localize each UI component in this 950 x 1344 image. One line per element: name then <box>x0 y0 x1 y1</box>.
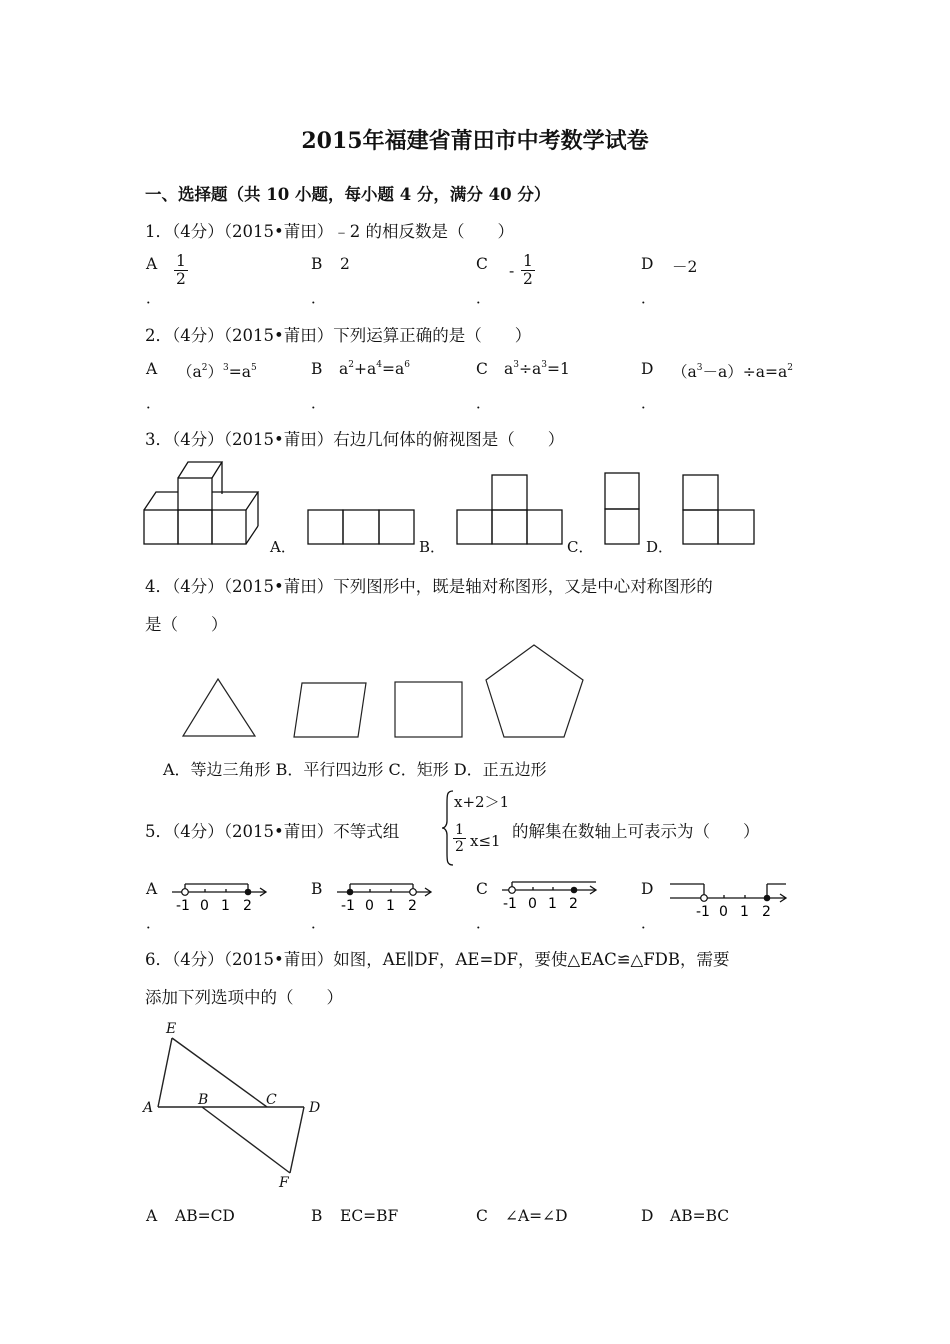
q6-point-e: E <box>166 1021 177 1037</box>
q4-parallelogram <box>292 680 370 740</box>
svg-text:2: 2 <box>569 896 578 912</box>
svg-text:2: 2 <box>408 898 417 914</box>
q6-option-a-label: A <box>146 1207 158 1225</box>
q1-dot-d: ． <box>641 289 657 307</box>
q2-option-c-label: C <box>476 360 488 378</box>
q5-option-b-number-line <box>335 874 435 914</box>
section-heading: 一、选择题（共 10 小题，每小题 4 分，满分 40 分） <box>145 185 551 204</box>
q2-dot-d: ． <box>641 394 657 412</box>
svg-text:0: 0 <box>200 898 209 914</box>
q4-regular-pentagon <box>482 642 588 742</box>
q4-stem-line1: 4．（4分）（2015•莆田）下列图形中，既是轴对称图形，又是中心对称图形的 <box>145 577 713 596</box>
q5-option-b-label: B <box>311 880 323 898</box>
q2-option-d-label: D <box>641 360 654 378</box>
q3-option-b-label: B． <box>419 538 446 556</box>
q3-option-c-figure <box>603 471 643 548</box>
page-title: 2015年福建省莆田市中考数学试卷 <box>301 128 649 154</box>
svg-text:-1: -1 <box>341 898 355 914</box>
q2-option-b-label: B <box>311 360 323 378</box>
q5-stem-post: 的解集在数轴上可表示为（ ） <box>512 822 760 841</box>
q3-option-d-label: D． <box>646 538 674 556</box>
svg-text:0: 0 <box>719 904 728 920</box>
q5-option-d-number-line <box>668 880 792 920</box>
q1-option-d-value: －2 <box>672 258 698 276</box>
q5-stem-pre: 5．（4分）（2015•莆田）不等式组 <box>145 822 400 841</box>
q1-stem: 1．（4分）（2015•莆田）﹣2 的相反数是（ ） <box>145 222 514 241</box>
q6-geometry-figure <box>140 1016 340 1196</box>
q5-option-a-number-line <box>170 874 270 914</box>
q1-dot-c: ． <box>476 289 492 307</box>
q5-option-d-label: D <box>641 880 654 898</box>
q3-stem: 3．（4分）（2015•莆田）右边几何体的俯视图是（ ） <box>145 430 565 449</box>
q2-option-d-expr: $(a^3-a)\div a=a^2$ <box>672 363 793 381</box>
q6-option-c-value: ∠A=∠D <box>505 1207 568 1225</box>
q6-point-a: A <box>143 1100 154 1116</box>
q3-solid-figure <box>140 458 265 550</box>
q5-inequality-1: x+2＞1 <box>454 793 510 811</box>
q4-rectangle <box>393 680 465 740</box>
svg-text:-1: -1 <box>696 904 710 920</box>
q5-option-c-number-line <box>500 872 600 912</box>
q1-option-c-sign: - <box>509 262 515 280</box>
q5-dot-d: ． <box>641 914 657 932</box>
q2-dot-a: ． <box>146 394 162 412</box>
q2-option-a-expr: $(a^2)^3=a^5$ <box>177 363 257 381</box>
q1-dot-b: ． <box>311 289 327 307</box>
q5-dot-b: ． <box>311 914 327 932</box>
q6-point-b: B <box>198 1092 209 1108</box>
q5-inequality-2-rest: x≤1 <box>470 832 501 850</box>
svg-text:1: 1 <box>548 896 557 912</box>
svg-text:-1: -1 <box>503 896 517 912</box>
svg-text:0: 0 <box>528 896 537 912</box>
q1-option-b-value: 2 <box>340 255 350 273</box>
q2-option-a-label: A <box>146 360 158 378</box>
q6-stem-line2: 添加下列选项中的（ ） <box>145 988 343 1007</box>
q2-stem: 2．（4分）（2015•莆田）下列运算正确的是（ ） <box>145 326 532 345</box>
q6-option-b-value: EC=BF <box>340 1207 399 1225</box>
q1-option-b-label: B <box>311 255 323 273</box>
svg-text:1: 1 <box>221 898 230 914</box>
svg-text:2: 2 <box>243 898 252 914</box>
q1-option-d-label: D <box>641 255 654 273</box>
q6-point-d: D <box>309 1100 321 1116</box>
q3-option-a-label: A． <box>270 538 296 556</box>
q5-dot-a: ． <box>146 914 162 932</box>
q5-option-a-label: A <box>146 880 158 898</box>
q6-option-b-label: B <box>311 1207 323 1225</box>
svg-text:1: 1 <box>740 904 749 920</box>
q4-options: A．等边三角形 B．平行四边形 C．矩形 D．正五边形 <box>163 760 547 779</box>
q3-option-c-label: C． <box>567 538 594 556</box>
q2-option-c-expr: $a^3\div a^3=1$ <box>504 360 570 378</box>
q1-option-c-label: C <box>476 255 488 273</box>
q5-inequality-2-fraction: $\frac{1}{2}$ <box>455 822 464 855</box>
q6-option-c-label: C <box>476 1207 488 1225</box>
q1-dot-a: ． <box>146 289 162 307</box>
q3-option-b-figure <box>455 473 565 548</box>
q2-option-b-expr: $a^2+a^4=a^6$ <box>339 360 410 378</box>
q2-dot-b: ． <box>311 394 327 412</box>
q5-dot-c: ． <box>476 914 492 932</box>
q1-option-a-fraction: $\frac{1}{2}$ <box>176 252 186 288</box>
svg-text:0: 0 <box>365 898 374 914</box>
q2-dot-c: ． <box>476 394 492 412</box>
q6-option-d-label: D <box>641 1207 654 1225</box>
q6-option-a-value: AB=CD <box>175 1207 235 1225</box>
svg-text:2: 2 <box>762 904 771 920</box>
q3-option-d-figure <box>681 473 759 548</box>
svg-text:-1: -1 <box>176 898 190 914</box>
q6-stem-line1: 6．（4分）（2015•莆田）如图，AE∥DF，AE=DF，要使△EAC≌△FDB，需要 <box>145 950 730 969</box>
q4-equilateral-triangle <box>180 676 260 740</box>
q6-point-c: C <box>266 1092 277 1108</box>
q6-point-f: F <box>279 1175 289 1191</box>
q5-option-c-label: C <box>476 880 488 898</box>
q6-option-d-value: AB=BC <box>670 1207 730 1225</box>
svg-text:1: 1 <box>386 898 395 914</box>
q1-option-c-fraction: $\frac{1}{2}$ <box>523 252 533 288</box>
q4-stem-line2: 是（ ） <box>145 615 228 634</box>
q3-option-a-figure <box>306 508 416 548</box>
q1-option-a-label: A <box>146 255 158 273</box>
